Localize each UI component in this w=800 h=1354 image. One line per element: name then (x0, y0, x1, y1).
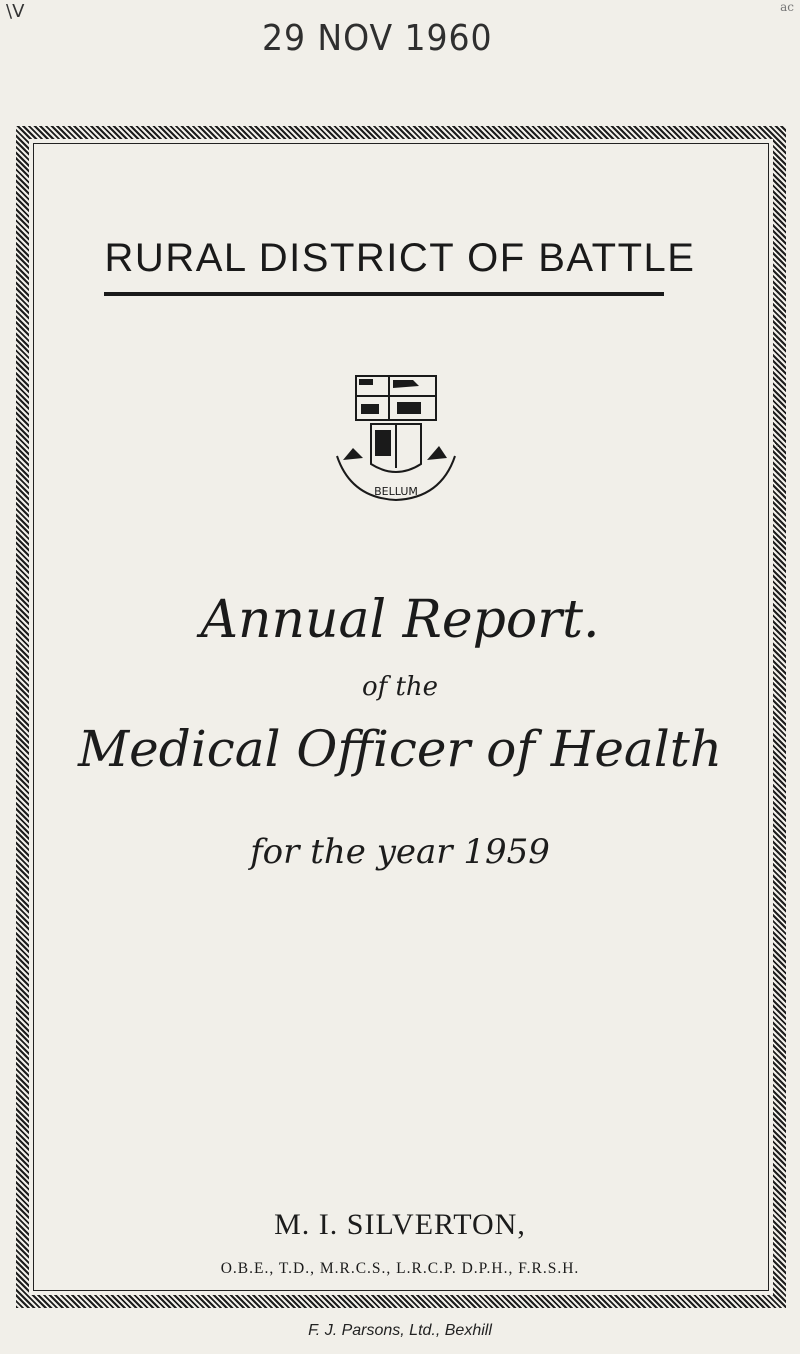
crest-motto: BELLUM (374, 485, 418, 498)
office-title: Medical Officer of Health (77, 720, 723, 778)
district-title: RURAL DISTRICT OF BATTLE (104, 236, 696, 280)
printer-imprint: F. J. Parsons, Ltd., Bexhill (308, 1322, 492, 1339)
report-year: for the year 1959 (250, 832, 550, 872)
report-title: Annual Report. (200, 590, 600, 650)
inner-border (33, 143, 769, 1291)
title-rule (104, 292, 664, 296)
corner-mark: ac (780, 0, 794, 14)
of-the-text: of the (361, 672, 439, 702)
coat-of-arms (331, 368, 461, 513)
date-stamp: 29 NOV 1960 (262, 18, 493, 59)
author-name: M. I. SILVERTON, (274, 1208, 526, 1241)
handwritten-marks: \V (6, 1, 25, 22)
author-qualifications: O.B.E., T.D., M.R.C.S., L.R.C.P. D.P.H., F.R.S.H. (220, 1260, 580, 1277)
